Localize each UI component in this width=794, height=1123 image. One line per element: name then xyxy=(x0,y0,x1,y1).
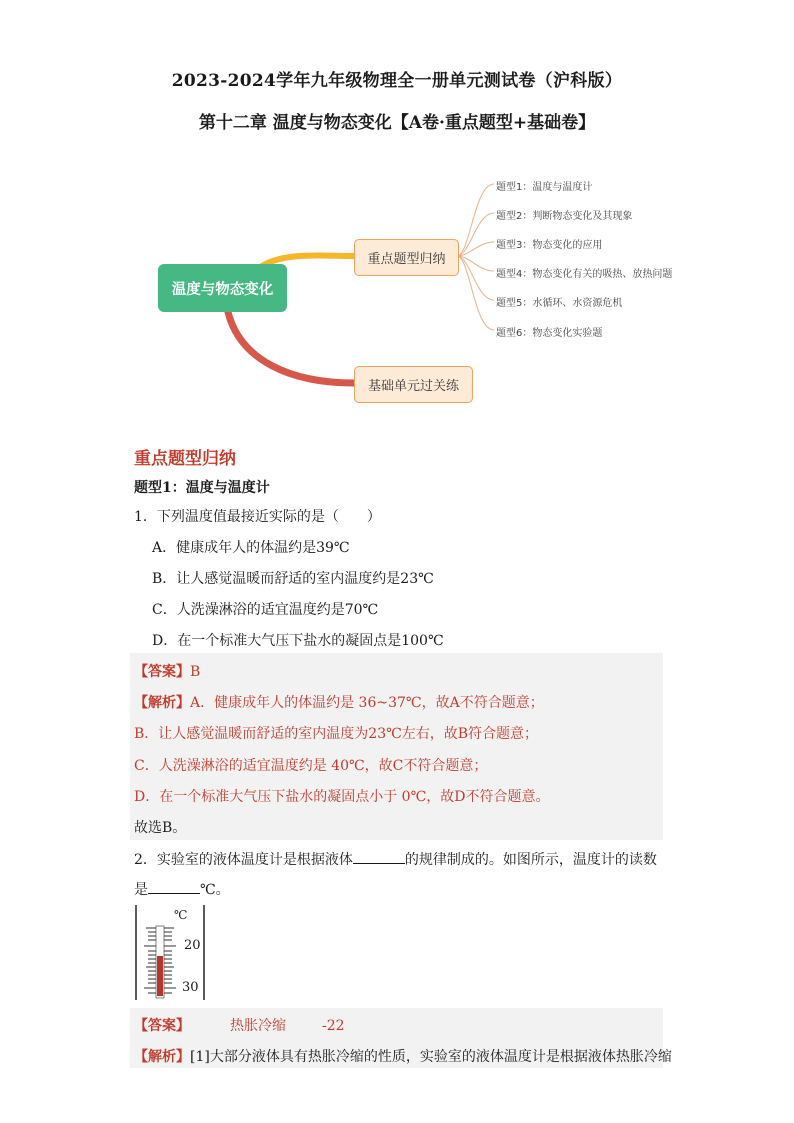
stem-part: 的规律制成的。如图所示，温度计的读数 xyxy=(404,852,657,868)
analysis-tag: 【解析】 xyxy=(134,695,190,711)
question-1-analysis-line: B．让人感觉温暖而舒适的室内温度为23℃左右，故B符合题意； xyxy=(134,726,539,742)
question-1-stem: 1．下列温度值最接近实际的是（ ） xyxy=(134,509,381,525)
document-title: 2023-2024学年九年级物理全一册单元测试卷（沪科版） xyxy=(171,71,623,91)
question-1-option-a: A．健康成年人的体温约是39℃ xyxy=(152,540,350,556)
question-1-analysis-line: D．在一个标准大气压下盐水的凝固点小于 0℃，故D不符合题意。 xyxy=(134,789,550,805)
mindmap-leaf: 题型4：物态变化有关的吸热、放热问题 xyxy=(496,269,673,280)
analysis-text: A．健康成年人的体温约是 36~37℃，故A不符合题意； xyxy=(190,695,544,711)
question-1-conclusion: 故选B。 xyxy=(134,820,187,836)
stem-part: 2．实验室的液体温度计是根据液体 xyxy=(134,852,353,868)
question-2-stem-line2 xyxy=(134,879,230,899)
section-title: 重点题型归纳 xyxy=(134,449,236,469)
mindmap-node-key-types: 重点题型归纳 xyxy=(354,239,459,276)
mindmap-leaf: 题型1：温度与温度计 xyxy=(496,182,593,193)
question-2-answer xyxy=(134,1015,345,1035)
question-1-analysis-line xyxy=(134,692,544,712)
mindmap-leaf: 题型2：判断物态变化及其现象 xyxy=(496,211,633,222)
thermometer-figure xyxy=(134,904,206,1001)
mindmap-leaf: 题型6：物态变化实验题 xyxy=(496,328,603,339)
answer-tag: 【答案】 xyxy=(134,664,190,680)
mindmap-root-node: 温度与物态变化 xyxy=(158,264,287,312)
question-1-option-c: C．人洗澡淋浴的适宜温度约是70℃ xyxy=(152,602,379,618)
document-subtitle: 第十二章 温度与物态变化【A卷·重点题型+基础卷】 xyxy=(198,113,596,133)
thermometer-tick-label: 30 xyxy=(182,980,199,995)
answer-tag: 【答案】 xyxy=(134,1018,190,1034)
question-1-analysis-line: C．人洗澡淋浴的适宜温度约是 40℃，故C不符合题意； xyxy=(134,758,488,774)
stem-part: ℃。 xyxy=(200,882,230,898)
question-2-analysis xyxy=(134,1046,672,1066)
stem-part: 是 xyxy=(134,882,148,898)
analysis-tag: 【解析】 xyxy=(134,1049,190,1065)
answer-value-1: 热胀冷缩 xyxy=(230,1018,286,1034)
question-type-title: 题型1：温度与温度计 xyxy=(134,480,270,496)
mindmap-node-basic-practice: 基础单元过关练 xyxy=(354,366,473,403)
thermometer-tick-label: 20 xyxy=(184,938,201,953)
answer-blank-1[interactable] xyxy=(353,849,405,864)
question-1-option-b: B．让人感觉温暖而舒适的室内温度约是23℃ xyxy=(152,571,434,587)
answer-blank-2[interactable] xyxy=(148,879,200,894)
analysis-text: [1]大部分液体具有热胀冷缩的性质，实验室的液体温度计是根据液体热胀冷缩 xyxy=(190,1049,672,1065)
question-1-answer-panel xyxy=(130,653,663,840)
question-2-stem-line1 xyxy=(134,849,657,869)
question-1-answer xyxy=(134,661,200,681)
answer-value-2: -22 xyxy=(322,1018,345,1034)
question-1-option-d: D．在一个标准大气压下盐水的凝固点是100℃ xyxy=(152,633,444,649)
mindmap-leaf: 题型5：水循环、水资源危机 xyxy=(496,298,623,309)
mindmap-leaf: 题型3：物态变化的应用 xyxy=(496,240,603,251)
thermometer-unit-label: ℃ xyxy=(174,908,188,922)
answer-value: B xyxy=(190,664,201,680)
